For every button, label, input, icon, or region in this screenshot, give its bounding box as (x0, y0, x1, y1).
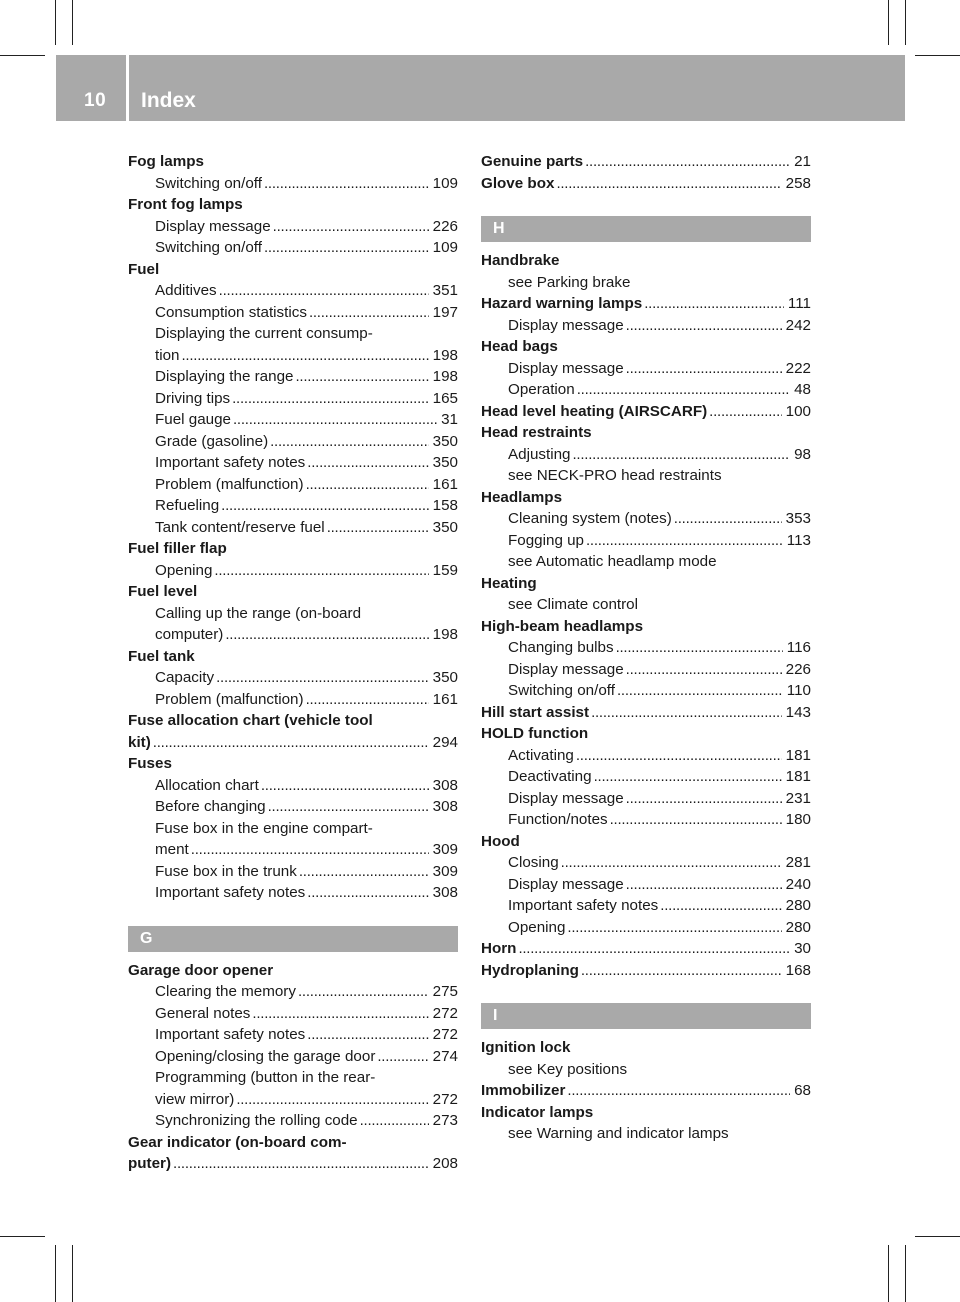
entry-page-number: 109 (432, 174, 458, 192)
entry-label: Allocation chart (155, 776, 259, 794)
index-entry (128, 237, 458, 259)
index-text: Displaying the current consump- (155, 325, 373, 342)
entry-page-number: 159 (432, 561, 458, 579)
entry-page-number: 113 (786, 531, 811, 549)
entry-label: Display message (508, 359, 624, 377)
index-entry (481, 917, 811, 939)
index-entry (481, 659, 811, 681)
entry-label: Genuine parts (481, 153, 584, 170)
entry-label: Display message (508, 875, 624, 893)
dot-leader (252, 1003, 428, 1025)
index-entry (481, 151, 811, 173)
entry-label: Hydroplaning (481, 961, 579, 979)
entry-page-number: 198 (432, 368, 458, 385)
entry-label: Synchronizing the rolling code (155, 1112, 358, 1129)
entry-page-number: 198 (432, 346, 458, 364)
crop-mark (0, 1236, 45, 1237)
index-heading: Garage door opener (128, 961, 274, 979)
entry-label: Display message (508, 660, 624, 678)
entry-label: Display message (155, 217, 271, 235)
entry-page-number: 165 (432, 389, 458, 407)
entry-label: Problem (malfunction) (155, 475, 304, 493)
index-entry (128, 775, 458, 797)
entry-page-number: 308 (432, 776, 458, 794)
entry-page-number: 21 (794, 153, 811, 170)
entry-label: kit) (128, 733, 151, 751)
entry-label: Additives (155, 282, 217, 299)
dot-leader (233, 409, 437, 431)
crop-mark (915, 55, 960, 56)
crop-mark (72, 1245, 73, 1302)
entry-label: Changing bulbs (508, 639, 614, 656)
crop-mark (915, 1236, 960, 1237)
entry-label: computer) (155, 626, 224, 643)
dot-leader (626, 659, 782, 681)
dot-leader (626, 874, 782, 896)
index-entry (481, 809, 811, 831)
entry-page-number: 272 (432, 1090, 458, 1108)
index-entry (128, 1089, 458, 1111)
index-heading: Head restraints (481, 424, 592, 441)
index-heading: Hood (481, 832, 520, 850)
index-heading: Fog lamps (128, 153, 204, 170)
entry-label: Display message (508, 789, 624, 807)
index-heading: Fuel tank (128, 647, 195, 665)
index-heading: Front fog lamps (128, 196, 243, 213)
index-heading: Fuel level (128, 583, 198, 600)
entry-page-number: 308 (432, 884, 458, 901)
crop-mark (905, 1245, 906, 1302)
entry-label: Opening/closing the garage door (155, 1047, 376, 1065)
entry-page-number: 181 (785, 746, 811, 764)
entry-label: Driving tips (155, 389, 231, 407)
dot-leader (307, 1024, 428, 1046)
dot-leader (585, 151, 790, 173)
entry-label: Switching on/off (508, 682, 615, 699)
dot-leader (221, 495, 428, 517)
index-entry (481, 508, 811, 530)
entry-page-number: 350 (432, 518, 458, 536)
dot-leader (173, 1153, 429, 1175)
dot-leader (626, 358, 782, 380)
index-column-left (128, 151, 458, 1175)
dot-leader (299, 861, 429, 883)
index-entry (481, 1080, 811, 1102)
dot-leader (191, 839, 429, 861)
dot-leader (327, 517, 429, 539)
entry-label: Grade (gasoline) (155, 432, 269, 450)
entry-page-number: 226 (432, 217, 458, 235)
index-heading: Indicator lamps (481, 1103, 594, 1121)
index-heading: Head bags (481, 338, 558, 355)
index-heading: HOLD function (481, 725, 589, 742)
entry-label: Opening (508, 918, 566, 936)
index-entry (128, 366, 458, 388)
entry-label: Hill start assist (481, 703, 590, 721)
dot-leader (377, 1046, 428, 1068)
entry-page-number: 309 (432, 841, 458, 858)
page-title: Index (141, 89, 196, 112)
entry-page-number: 100 (785, 402, 811, 420)
dot-leader (261, 775, 429, 797)
entry-label: Consumption statistics (155, 303, 307, 321)
dot-leader (576, 745, 782, 767)
entry-page-number: 272 (432, 1026, 458, 1043)
dot-leader (295, 366, 428, 388)
dot-leader (360, 1110, 429, 1132)
index-entry (128, 796, 458, 818)
crop-mark (905, 0, 906, 45)
entry-label: Immobilizer (481, 1082, 566, 1099)
index-entry (481, 766, 811, 788)
entry-label: Adjusting (508, 445, 571, 463)
dot-leader (306, 689, 429, 711)
index-entry (128, 1110, 458, 1132)
index-entry (128, 839, 458, 861)
dot-leader (182, 345, 429, 367)
dot-leader (617, 680, 783, 702)
entry-page-number: 109 (432, 239, 458, 256)
index-entry (128, 388, 458, 410)
index-entry (128, 1153, 458, 1175)
entry-label: Closing (508, 854, 559, 871)
section-letter-header: I (481, 1003, 811, 1029)
entry-label: Refueling (155, 497, 220, 514)
index-entry (128, 302, 458, 324)
index-entry (481, 788, 811, 810)
index-text: see NECK-PRO head restraints (508, 467, 722, 484)
index-entry (128, 689, 458, 711)
index-entry (481, 293, 811, 315)
dot-leader (556, 173, 781, 195)
entry-page-number: 161 (432, 690, 458, 708)
crop-mark (888, 0, 889, 45)
entry-page-number: 308 (432, 798, 458, 815)
dot-leader (307, 882, 428, 904)
entry-page-number: 31 (441, 411, 458, 428)
index-entry (128, 882, 458, 904)
entry-label: Fuel gauge (155, 411, 231, 428)
entry-page-number: 68 (794, 1082, 811, 1099)
dot-leader (709, 401, 781, 423)
entry-page-number: 353 (785, 510, 811, 527)
header-divider (126, 55, 129, 121)
index-entry (481, 358, 811, 380)
entry-page-number: 350 (432, 669, 458, 686)
dot-leader (561, 852, 782, 874)
entry-label: Clearing the memory (155, 983, 296, 1000)
index-entry (128, 1024, 458, 1046)
entry-page-number: 280 (785, 897, 811, 914)
index-entry (128, 560, 458, 582)
dot-leader (225, 624, 428, 646)
dot-leader (644, 293, 784, 315)
section-letter-header: G (128, 926, 458, 952)
entry-label: Display message (508, 316, 624, 334)
entry-label: General notes (155, 1004, 251, 1022)
entry-label: Before changing (155, 798, 266, 815)
entry-page-number: 294 (432, 733, 458, 751)
dot-leader (268, 796, 429, 818)
index-text: Calling up the range (on-board (155, 604, 362, 622)
index-entry (481, 745, 811, 767)
dot-leader (236, 1089, 428, 1111)
entry-page-number: 309 (432, 862, 458, 880)
entry-label: puter) (128, 1155, 172, 1172)
entry-page-number: 351 (432, 282, 458, 299)
entry-label: Function/notes (508, 811, 608, 828)
entry-label: Important safety notes (155, 884, 306, 901)
index-entry (128, 345, 458, 367)
index-entry (481, 702, 811, 724)
index-entry (481, 680, 811, 702)
index-entry (481, 852, 811, 874)
index-entry (128, 667, 458, 689)
index-entry (128, 474, 458, 496)
index-entry (128, 517, 458, 539)
entry-page-number: 116 (786, 639, 811, 656)
index-heading: Handbrake (481, 252, 560, 269)
entry-label: Important safety notes (155, 1026, 306, 1043)
index-text: Fuse box in the engine compart- (155, 819, 373, 837)
entry-label: Important safety notes (155, 454, 306, 471)
entry-page-number: 48 (794, 381, 811, 398)
index-entry (128, 280, 458, 302)
entry-label: Horn (481, 940, 517, 957)
index-entry (481, 960, 811, 982)
entry-page-number: 240 (785, 875, 811, 893)
entry-page-number: 222 (785, 359, 811, 377)
entry-label: Problem (malfunction) (155, 690, 304, 708)
index-heading: Heating (481, 574, 537, 592)
index-entry (128, 624, 458, 646)
index-entry (481, 637, 811, 659)
index-column-right (481, 151, 811, 1145)
crop-mark (888, 1245, 889, 1302)
index-text: see Automatic headlamp mode (508, 553, 717, 570)
index-entry (481, 173, 811, 195)
crop-mark (55, 1245, 56, 1302)
entry-page-number: 30 (794, 940, 811, 957)
index-entry (481, 315, 811, 337)
dot-leader (518, 938, 790, 960)
entry-label: Tank content/reserve fuel (155, 518, 325, 536)
index-entry (128, 216, 458, 238)
entry-page-number: 350 (432, 432, 458, 450)
index-text: see Climate control (508, 596, 638, 613)
entry-label: Fogging up (508, 531, 584, 549)
dot-leader (153, 732, 429, 754)
index-heading: Ignition lock (481, 1039, 571, 1056)
dot-leader (610, 809, 782, 831)
entry-page-number: 208 (432, 1155, 458, 1172)
page-number: 10 (84, 90, 107, 111)
entry-page-number: 197 (432, 303, 458, 321)
dot-leader (307, 452, 428, 474)
entry-page-number: 275 (432, 983, 458, 1000)
entry-page-number: 274 (432, 1047, 458, 1065)
dot-leader (591, 702, 782, 724)
crop-mark (72, 0, 73, 45)
entry-label: Switching on/off (155, 239, 262, 256)
index-text: see Key positions (508, 1060, 628, 1078)
index-heading: High-beam headlamps (481, 617, 644, 635)
entry-page-number: 180 (785, 811, 811, 828)
entry-label: Deactivating (508, 768, 592, 785)
section-letter-header: H (481, 216, 811, 242)
dot-leader (572, 444, 790, 466)
dot-leader (567, 917, 781, 939)
entry-page-number: 280 (785, 918, 811, 936)
entry-page-number: 143 (785, 703, 811, 721)
index-heading: Fuse allocation chart (vehicle tool (128, 712, 373, 729)
entry-label: Glove box (481, 174, 555, 192)
dot-leader (270, 431, 429, 453)
entry-label: tion (155, 346, 180, 364)
entry-label: Important safety notes (508, 897, 659, 914)
index-entry (481, 444, 811, 466)
index-entry (128, 452, 458, 474)
dot-leader (309, 302, 429, 324)
entry-label: Activating (508, 746, 574, 764)
entry-page-number: 168 (785, 961, 811, 979)
entry-page-number: 226 (785, 660, 811, 678)
dot-leader (674, 508, 782, 530)
index-heading: Headlamps (481, 488, 563, 506)
entry-label: Switching on/off (155, 174, 262, 192)
entry-label: Cleaning system (notes) (508, 510, 672, 527)
index-entry (481, 379, 811, 401)
entry-page-number: 158 (432, 497, 458, 514)
index-entry (128, 981, 458, 1003)
dot-leader (616, 637, 783, 659)
dot-leader (214, 560, 428, 582)
dot-leader (626, 788, 782, 810)
entry-page-number: 231 (785, 789, 811, 807)
entry-label: Operation (508, 381, 575, 398)
entry-label: Capacity (155, 669, 215, 686)
dot-leader (219, 280, 429, 302)
index-heading: Fuses (128, 755, 172, 772)
dot-leader (567, 1080, 790, 1102)
entry-label: Fuse box in the trunk (155, 862, 297, 880)
entry-label: Hazard warning lamps (481, 295, 643, 312)
dot-leader (216, 667, 429, 689)
dot-leader (586, 530, 783, 552)
index-entry (128, 173, 458, 195)
index-entry (481, 401, 811, 423)
crop-mark (0, 55, 45, 56)
entry-page-number: 161 (432, 475, 458, 493)
crop-mark (55, 0, 56, 45)
index-text: Programming (button in the rear- (155, 1069, 376, 1086)
entry-page-number: 272 (432, 1004, 458, 1022)
entry-page-number: 110 (786, 682, 811, 699)
index-entry (481, 895, 811, 917)
entry-page-number: 242 (785, 316, 811, 334)
entry-page-number: 281 (785, 854, 811, 871)
dot-leader (264, 173, 429, 195)
index-text: see Parking brake (508, 273, 631, 291)
dot-leader (298, 981, 429, 1003)
dot-leader (232, 388, 429, 410)
entry-page-number: 273 (432, 1112, 458, 1129)
entry-label: view mirror) (155, 1090, 235, 1108)
dot-leader (273, 216, 429, 238)
entry-page-number: 350 (432, 454, 458, 471)
index-entry (481, 874, 811, 896)
entry-label: Displaying the range (155, 368, 294, 385)
index-heading: Gear indicator (on-board com- (128, 1133, 347, 1151)
index-entry (128, 861, 458, 883)
entry-page-number: 181 (785, 768, 811, 785)
dot-leader (581, 960, 782, 982)
index-entry (481, 530, 811, 552)
entry-page-number: 258 (785, 174, 811, 192)
dot-leader (626, 315, 782, 337)
entry-page-number: 98 (794, 445, 811, 463)
dot-leader (264, 237, 429, 259)
index-entry (128, 1003, 458, 1025)
dot-leader (306, 474, 429, 496)
entry-page-number: 111 (787, 295, 811, 312)
dot-leader (660, 895, 781, 917)
index-heading: Fuel (128, 260, 160, 278)
index-heading: Fuel filler flap (128, 540, 227, 557)
entry-label: Head level heating (AIRSCARF) (481, 402, 708, 420)
index-entry (128, 1046, 458, 1068)
index-entry (481, 938, 811, 960)
dot-leader (577, 379, 790, 401)
index-entry (128, 495, 458, 517)
entry-label: ment (155, 841, 189, 858)
index-entry (128, 732, 458, 754)
entry-page-number: 198 (432, 626, 458, 643)
index-text: see Warning and indicator lamps (508, 1125, 729, 1142)
entry-label: Opening (155, 561, 213, 579)
dot-leader (594, 766, 782, 788)
index-entry (128, 409, 458, 431)
index-entry (128, 431, 458, 453)
